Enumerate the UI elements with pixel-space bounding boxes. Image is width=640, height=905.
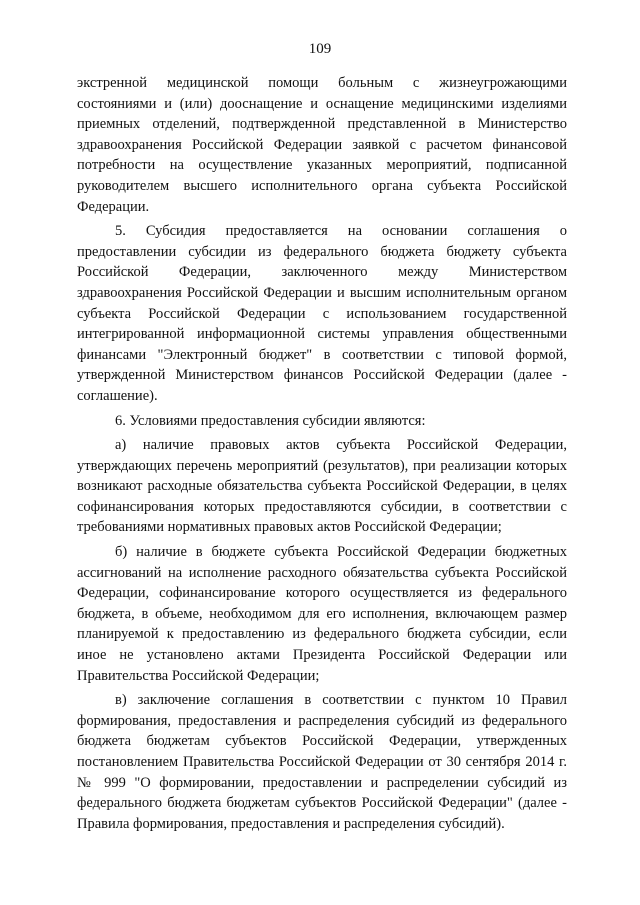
document-body <box>77 73 567 838</box>
paragraph-item-6: 6. Условиями предоставления субсидии являются: <box>115 412 426 429</box>
paragraph-subitem-b: б) наличие в бюджете субъекта Российской Федерации бюджетных ассигнований на исполнение расходного обязательства субъекта Российской Федерации, софинансирование которого осуществляется из федерального бюджета, в объеме, необходимом для его исполнения, включающем размер планируемой к предоставлению из федерального бюджета субсидии, если иное не установлено актами Президента Российской Федерации или Правительства Российской Федерации; <box>77 544 567 684</box>
paragraph-subitem-v: в) заключение соглашения в соответствии с пунктом 10 Правил формирования, предоставления и распределения субсидий из федерального бюджета бюджетам субъектов Российской Федерации, утвержденных постановлением Правительства Российской Федерации от 30 сентября 2014 г. № 999 "О формировании, предоставлении и распределении субсидий из федерального бюджета бюджетам субъектов Российской Федерации" (далее - Правила формирования, предоставления и распределения субсидий). <box>77 692 567 832</box>
page-number: 109 <box>308 41 332 57</box>
paragraph-continuation: экстренной медицинской помощи больным с жизнеугрожающими состояниями и (или) дооснащение и оснащение медицинскими изделиями приемных отделений, подтвержденной представленной в Министерство здравоохранения Российской Федерации заявкой с расчетом финансовой потребности на осуществление указанных мероприятий, подписанной руководителем высшего исполнительного органа субъекта Российской Федерации. <box>77 75 567 215</box>
paragraph-item-5: 5. Субсидия предоставляется на основании соглашения о предоставлении субсидии из федерального бюджета бюджету субъекта Российской Федерации, заключенного между Министерством здравоохранения Российской Федерации и высшим исполнительным органом субъекта Российской Федерации с использованием государственной интегрированной информационной системы управления общественными финансами "Электронный бюджет" в соответствии с типовой формой, утвержденной Министерством финансов Российской Федерации (далее - соглашение). <box>77 223 567 404</box>
paragraph-subitem-a: а) наличие правовых актов субъекта Российской Федерации, утверждающих перечень мероприятий (результатов), при реализации которых возникают расходные обязательства субъекта Российской Федерации, в целях софинансирования которых предоставляются субсидии, в соответствии с требованиями нормативных правовых актов Российской Федерации; <box>77 437 567 536</box>
